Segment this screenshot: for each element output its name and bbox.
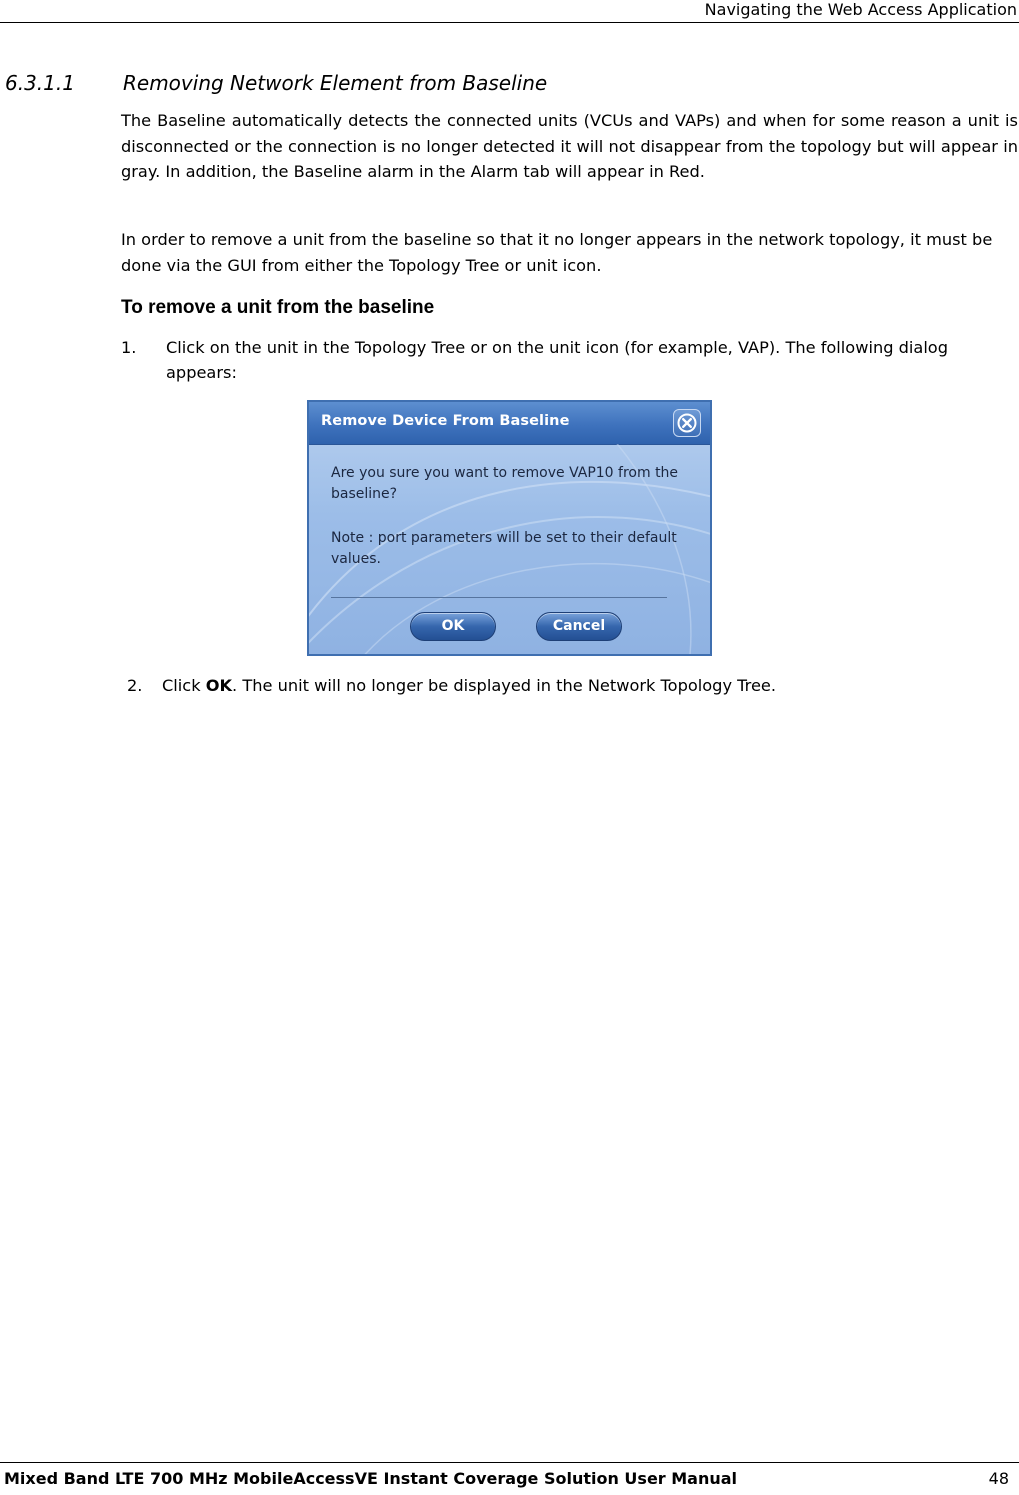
footer-title: Mixed Band LTE 700 MHz MobileAccessVE Instant Coverage Solution User Manual xyxy=(4,1469,738,1488)
step-text xyxy=(162,673,1017,698)
step-number: 2. xyxy=(127,676,143,695)
procedure-title: To remove a unit from the baseline xyxy=(121,297,435,318)
running-header xyxy=(0,0,1019,23)
page-number: 48 xyxy=(988,1469,1009,1488)
section-title: Removing Network Element from Baseline xyxy=(123,71,548,95)
section-heading xyxy=(5,70,1005,96)
step-number: 1. xyxy=(121,338,137,357)
removal-paragraph: In order to remove a unit from the baseline so that it no longer appears in the network topology, it must be done via the GUI from either the Topology Tree or unit icon. xyxy=(121,230,993,275)
remove-device-dialog xyxy=(307,400,712,656)
header-title: Navigating the Web Access Application xyxy=(704,0,1017,19)
dialog-titlebar xyxy=(309,402,710,445)
dialog-question: Are you sure you want to remove VAP10 from the baseline? xyxy=(331,465,679,502)
procedure-step-1 xyxy=(121,335,1018,387)
step-text-prefix: Click xyxy=(162,676,206,695)
procedure-step-2 xyxy=(127,673,1017,699)
section-number: 6.3.1.1 xyxy=(5,71,75,95)
step-text-suffix: . The unit will no longer be displayed in the Network Topology Tree. xyxy=(232,676,777,695)
running-footer xyxy=(0,1462,1019,1495)
step-text: Click on the unit in the Topology Tree or on the unit icon (for example, VAP). The following dialog appears: xyxy=(166,338,948,382)
step-text-ok: OK xyxy=(205,676,233,695)
dialog-note: Note : port parameters will be set to their default values. xyxy=(331,530,677,567)
close-x-icon[interactable] xyxy=(673,409,701,437)
dialog-separator xyxy=(331,597,667,598)
intro-paragraph: The Baseline automatically detects the connected units (VCUs and VAPs) and when for some reason a unit is disconnected or the connection is no longer detected it will not disappear from the topology but will appear in gray. In addition, the Baseline alarm in the Alarm tab will appear in Red. xyxy=(121,111,1018,181)
ok-button[interactable]: OK xyxy=(410,612,496,641)
cancel-button[interactable]: Cancel xyxy=(536,612,622,641)
dialog-title: Remove Device From Baseline xyxy=(321,413,570,429)
